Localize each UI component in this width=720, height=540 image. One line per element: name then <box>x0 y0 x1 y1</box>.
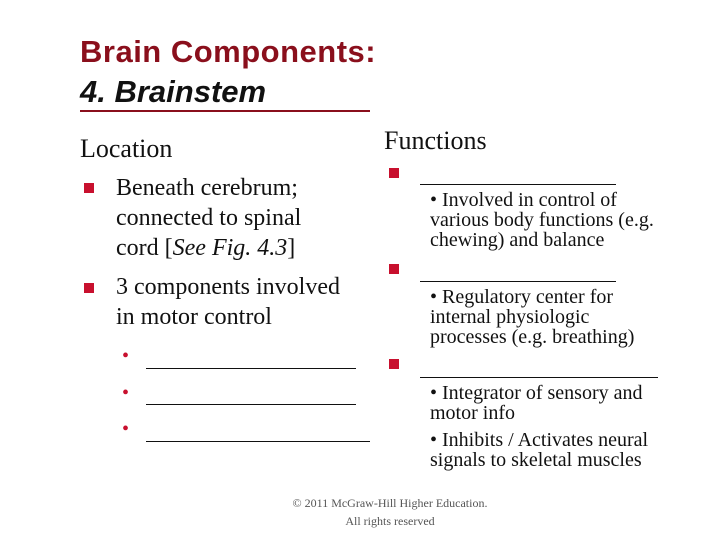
figure-reference: See Fig. 4.3 <box>172 235 288 261</box>
slide-title: Brain Components: <box>80 34 377 69</box>
square-bullet-icon <box>84 283 94 293</box>
location-heading: Location <box>80 134 173 163</box>
function-3-line-4: signals to skeletal muscles <box>430 449 642 471</box>
location-bullet-1-line-1: Beneath cerebrum; <box>116 175 298 201</box>
blank-answer-line <box>420 184 616 185</box>
function-2-line-3: processes (e.g. breathing) <box>430 326 635 348</box>
copyright-line-1: © 2011 McGraw-Hill Higher Education. <box>292 496 488 510</box>
function-1-line-2: various body functions (e.g. <box>430 209 654 231</box>
slide-subtitle: 4. Brainstem <box>80 74 267 109</box>
blank-answer-line <box>146 368 356 369</box>
copyright-line-2: All rights reserved <box>345 514 435 528</box>
sub-bullet-icon: • <box>122 345 130 367</box>
blank-answer-line <box>420 377 658 378</box>
line-suffix: ] <box>287 235 296 261</box>
location-bullet-1-line-2: connected to spinal <box>116 205 302 231</box>
sub-bullet-icon: • <box>122 418 130 440</box>
square-bullet-icon <box>389 359 399 369</box>
blank-answer-line <box>146 441 370 442</box>
function-1-line-1: • Involved in control of <box>430 189 617 211</box>
sub-bullet-icon: • <box>122 382 130 404</box>
square-bullet-icon <box>389 264 399 274</box>
blank-answer-line <box>146 404 356 405</box>
function-2-line-1: • Regulatory center for <box>430 286 614 308</box>
square-bullet-icon <box>84 183 94 193</box>
location-bullet-2-line-1: 3 components involved <box>116 274 340 300</box>
functions-heading: Functions <box>384 126 487 155</box>
function-3-line-2: motor info <box>430 402 515 424</box>
function-3-line-1: • Integrator of sensory and <box>430 382 643 404</box>
location-bullet-2-line-2: in motor control <box>116 304 272 330</box>
function-1-line-3: chewing) and balance <box>430 229 605 251</box>
blank-answer-line <box>420 281 616 282</box>
function-2-line-2: internal physiologic <box>430 306 590 328</box>
line-prefix: cord [ <box>116 235 173 261</box>
square-bullet-icon <box>389 168 399 178</box>
location-bullet-1-line-3 <box>116 233 295 263</box>
title-underline <box>80 110 370 112</box>
function-3-line-3: • Inhibits / Activates neural <box>430 429 649 451</box>
